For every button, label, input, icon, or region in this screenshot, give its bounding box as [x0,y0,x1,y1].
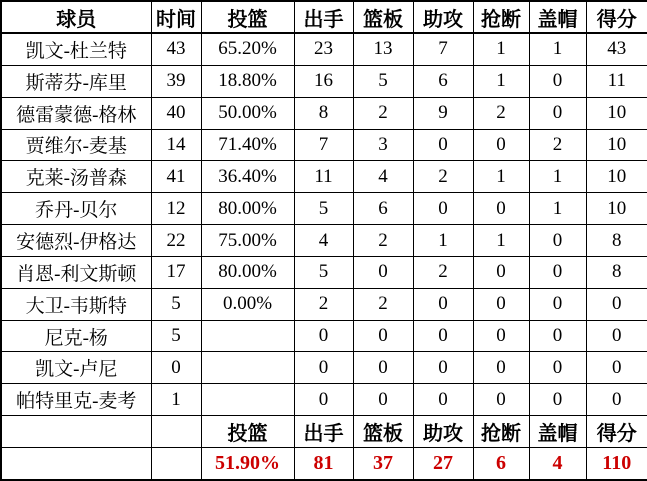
table-row-cell: 75.00% [201,225,294,257]
table-row-cell: 0 [473,256,529,288]
table-row-cell: 0 [473,129,529,161]
table-row-cell: 8 [586,225,647,257]
table-row-cell: 3 [353,129,413,161]
totals-row-cell [1,447,151,480]
table-row-cell: 14 [151,129,201,161]
table-row-cell: 0 [413,352,473,384]
table-row-cell: 17 [151,256,201,288]
summary-header-row-cell [151,416,201,448]
table-row [1,384,647,416]
table-row-cell: 80.00% [201,256,294,288]
table-row-cell: 贾维尔-麦基 [1,129,151,161]
column-header-fg-pct: 投篮 [201,1,294,33]
table-row-cell [201,384,294,416]
table-row-cell: 71.40% [201,129,294,161]
table-row-cell: 0 [473,384,529,416]
table-row-cell: 4 [294,225,353,257]
table-row-cell: 10 [586,161,647,193]
table-row-cell: 0 [413,288,473,320]
table-row-cell: 乔丹-贝尔 [1,193,151,225]
summary-header-row-cell: 得分 [586,416,647,448]
table-row-cell: 43 [151,33,201,65]
totals-row-cell: 110 [586,447,647,480]
column-header-minutes: 时间 [151,1,201,33]
table-row-cell: 德雷蒙德-格林 [1,97,151,129]
summary-header-row-cell: 投篮 [201,416,294,448]
column-header-rebounds: 篮板 [353,1,413,33]
table-row-cell: 0 [586,384,647,416]
table-row-cell: 65.20% [201,33,294,65]
table-row-cell: 0 [353,384,413,416]
summary-header-row-cell [1,416,151,448]
table-row-cell: 0 [413,320,473,352]
table-row-cell: 0 [473,320,529,352]
header-row [1,1,647,33]
table-row-cell: 凯文-杜兰特 [1,33,151,65]
column-header-player: 球员 [1,1,151,33]
table-row-cell: 4 [353,161,413,193]
table-row-cell: 0 [413,384,473,416]
table-row-cell: 80.00% [201,193,294,225]
table-row-cell: 0 [413,193,473,225]
table-row-cell: 1 [151,384,201,416]
table-row-cell: 0 [294,384,353,416]
column-header-steals: 抢断 [473,1,529,33]
table-row-cell: 0 [529,97,586,129]
summary-header-row-cell: 抢断 [473,416,529,448]
table-row-cell: 2 [353,97,413,129]
table-row-cell: 9 [413,97,473,129]
table-row-cell: 凯文-卢尼 [1,352,151,384]
table-row-cell: 6 [413,65,473,97]
table-row-cell [201,352,294,384]
totals-row-cell: 27 [413,447,473,480]
totals-row-cell: 81 [294,447,353,480]
table-row-cell: 0 [353,352,413,384]
table-row-cell: 13 [353,33,413,65]
table-row-cell: 36.40% [201,161,294,193]
totals-row-cell: 37 [353,447,413,480]
column-header-blocks: 盖帽 [529,1,586,33]
summary-header-row-cell: 出手 [294,416,353,448]
table-row-cell: 尼克-杨 [1,320,151,352]
table-row-cell: 2 [294,288,353,320]
table-row-cell: 0 [529,256,586,288]
column-header-assists: 助攻 [413,1,473,33]
table-row [1,352,647,384]
totals-row [1,447,647,480]
table-row [1,225,647,257]
table-row-cell: 1 [473,65,529,97]
table-row-cell: 大卫-韦斯特 [1,288,151,320]
table-row [1,193,647,225]
table-row-cell: 2 [413,161,473,193]
table-row-cell: 11 [586,65,647,97]
table-row-cell: 23 [294,33,353,65]
table-row-cell: 22 [151,225,201,257]
table-row-cell: 0 [353,320,413,352]
table-row-cell: 0 [473,193,529,225]
table-row-cell: 0 [529,288,586,320]
table-row-cell: 8 [586,256,647,288]
table-row-cell: 43 [586,33,647,65]
table-row [1,129,647,161]
table-row-cell: 7 [413,33,473,65]
table-row-cell: 0 [151,352,201,384]
table-row [1,288,647,320]
table-body [1,33,647,480]
table-row-cell: 1 [473,161,529,193]
table-row-cell: 0 [529,352,586,384]
table-row-cell: 1 [529,161,586,193]
table-row-cell: 8 [294,97,353,129]
table-row-cell: 41 [151,161,201,193]
table-row-cell: 0 [529,225,586,257]
table-row-cell: 2 [413,256,473,288]
table-row-cell: 帕特里克-麦考 [1,384,151,416]
table-row-cell: 10 [586,97,647,129]
summary-header-row [1,416,647,448]
table-row-cell: 5 [353,65,413,97]
table-row-cell: 1 [473,225,529,257]
table-row-cell: 40 [151,97,201,129]
totals-row-cell: 6 [473,447,529,480]
table-row-cell: 0 [586,288,647,320]
summary-header-row-cell: 助攻 [413,416,473,448]
table-row-cell: 1 [413,225,473,257]
column-header-points: 得分 [586,1,647,33]
table-row-cell: 安德烈-伊格达 [1,225,151,257]
table-row-cell: 0 [353,256,413,288]
table-row-cell: 16 [294,65,353,97]
table-row-cell: 12 [151,193,201,225]
table-row [1,256,647,288]
table-row [1,97,647,129]
table-row-cell: 0 [529,384,586,416]
table-row-cell: 2 [473,97,529,129]
table-row-cell: 7 [294,129,353,161]
summary-header-row-cell: 盖帽 [529,416,586,448]
column-header-attempts: 出手 [294,1,353,33]
table-row [1,161,647,193]
table-row-cell: 2 [353,225,413,257]
totals-row-cell: 51.90% [201,447,294,480]
table-row-cell: 39 [151,65,201,97]
table-row [1,65,647,97]
table-row-cell: 2 [353,288,413,320]
table-row-cell: 5 [151,320,201,352]
table-row-cell: 1 [473,33,529,65]
table-row-cell: 10 [586,129,647,161]
table-row-cell: 0 [413,129,473,161]
table-row-cell: 0 [529,65,586,97]
table-row-cell [201,320,294,352]
table-row-cell: 0 [473,288,529,320]
table-row-cell: 0 [294,352,353,384]
table-row-cell: 0.00% [201,288,294,320]
table-row [1,320,647,352]
totals-row-cell: 4 [529,447,586,480]
table-row-cell: 18.80% [201,65,294,97]
table-row-cell: 肖恩-利文斯顿 [1,256,151,288]
summary-header-row-cell: 篮板 [353,416,413,448]
table-row-cell: 斯蒂芬-库里 [1,65,151,97]
table-row-cell: 5 [294,256,353,288]
table-row-cell: 0 [294,320,353,352]
table-row-cell: 2 [529,129,586,161]
table-row-cell: 5 [151,288,201,320]
table-row-cell: 0 [586,352,647,384]
table-row-cell: 0 [586,320,647,352]
table-row-cell: 10 [586,193,647,225]
table-row-cell: 0 [529,320,586,352]
table-row-cell: 5 [294,193,353,225]
table-row-cell: 11 [294,161,353,193]
table-row [1,33,647,65]
table-row-cell: 1 [529,193,586,225]
table-row-cell: 1 [529,33,586,65]
table-row-cell: 6 [353,193,413,225]
table-row-cell: 50.00% [201,97,294,129]
totals-row-cell [151,447,201,480]
table-row-cell: 克莱-汤普森 [1,161,151,193]
table-row-cell: 0 [473,352,529,384]
